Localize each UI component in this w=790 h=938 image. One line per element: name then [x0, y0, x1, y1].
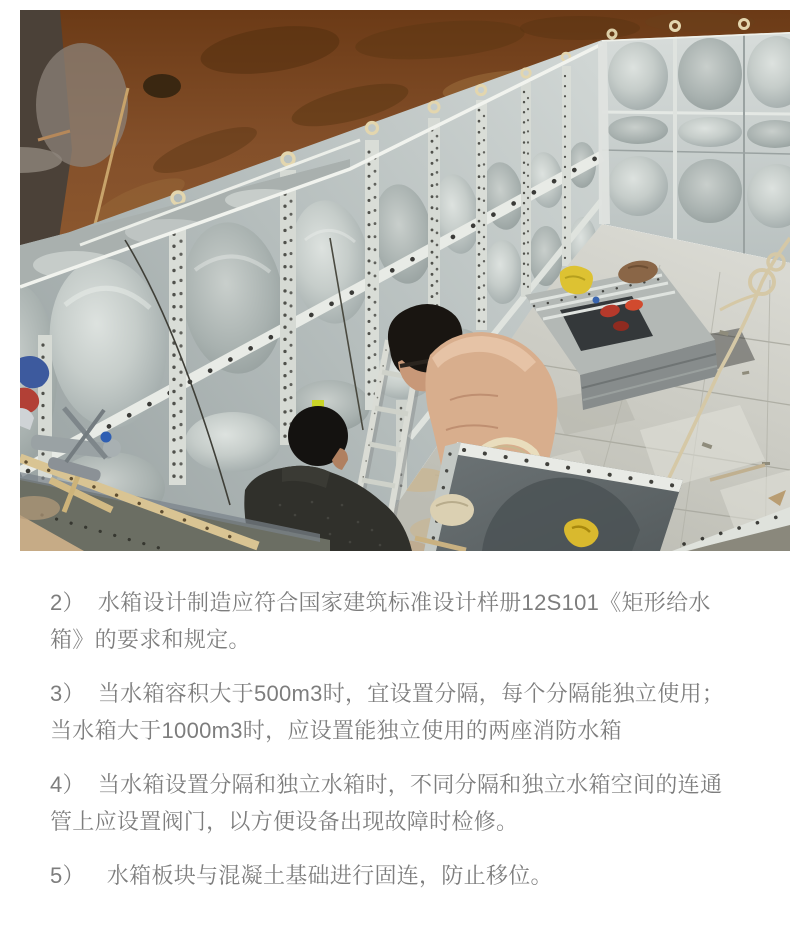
- item-number: 3）: [50, 681, 85, 706]
- tank-back-wall: [602, 32, 790, 263]
- item-text: 水箱设计制造应符合国家建筑标准设计样册12S101《矩形给水箱》的要求和规定。: [50, 590, 711, 652]
- spec-item: [50, 766, 744, 840]
- item-number: 5）: [50, 863, 85, 888]
- spec-item: [50, 584, 744, 658]
- spec-item: [50, 857, 744, 894]
- spec-item: [50, 675, 744, 749]
- item-number: 2）: [50, 590, 85, 615]
- cement-sack: [430, 494, 474, 526]
- spec-text: [50, 584, 744, 911]
- construction-photo: [20, 10, 790, 551]
- yellow-bag: [560, 266, 593, 295]
- item-text: 当水箱容积大于500m3时，宜设置分隔，每个分隔能独立使用；当水箱大于1000m3时，应设置能独立使用的两座消防水箱: [50, 681, 725, 743]
- valve-handle: [101, 432, 112, 443]
- item-text: 当水箱设置分隔和独立水箱时，不同分隔和独立水箱空间的连通管上应设置阀门，以方便设备出现故障时检修。: [50, 772, 723, 834]
- item-number: 4）: [50, 772, 85, 797]
- item-text: 水箱板块与混凝土基础进行固连，防止移位。: [106, 863, 553, 888]
